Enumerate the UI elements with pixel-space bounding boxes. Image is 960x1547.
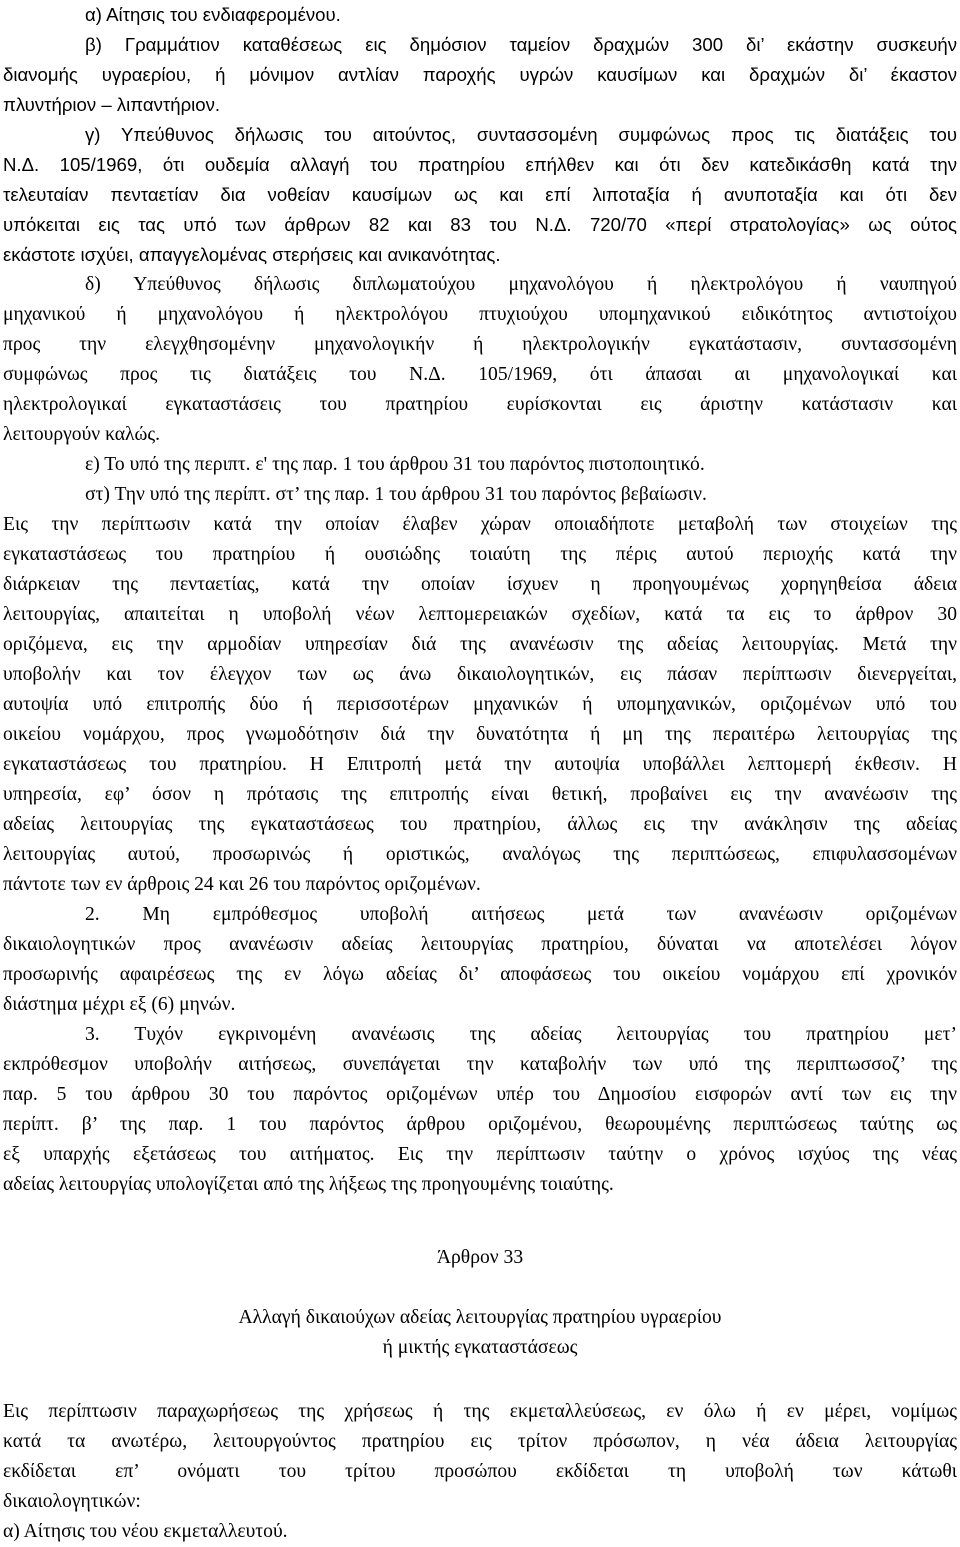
paragraph-change-line-6: υποβολήν και τον έλεγχον των ως άνω δικαιολογητικών, εις πάσαν περίπτωσιν διενεργείται, <box>3 664 957 685</box>
item-a-line: α) Αίτησις του ενδιαφερομένου. <box>85 4 341 25</box>
paragraph-3-line-4: περίπτ. β’ της παρ. 1 του παρόντος άρθρου οριζομένου, θεωρουμένης περιπτώσεως ταύτης ως <box>3 1114 957 1135</box>
paragraph-change-line-4: λειτουργίας, απαιτείται η υποβολή νέων λεπτομερειακών σχεδίων, κατά τα εις το άρθρον 30 <box>3 604 957 625</box>
item-c-line-2: Ν.Δ. 105/1969, ότι ουδεμία αλλαγή του πρατηρίου επήλθεν και ότι δεν κατεδικάσθη κατά την <box>3 154 957 175</box>
item-c-line-1: γ) Υπεύθυνος δήλωσις του αιτούντος, συντασσομένη συμφώνως προς τις διατάξεις του <box>85 124 957 145</box>
item-d-line-3: προς την ελεγχθησομένην μηχανολογικήν ή ηλεκτρολογικήν εγκατάστασιν, συντασσομένη <box>3 334 957 355</box>
paragraph-change-line-7: αυτοψία υπό επιτροπής δύο ή περισσοτέρων μηχανικών ή υπομηχανικών, οριζομένων υπό του <box>3 694 957 715</box>
section-requirements-a-to-g <box>3 0 957 270</box>
section-requirements-d-onward <box>3 270 957 1200</box>
item-b-line-1: β) Γραμμάτιον καταθέσεως εις δημόσιον ταμείον δραχμών 300 δι’ εκάστην συσκευήν <box>85 34 957 55</box>
paragraph-change-line-9: εγκαταστάσεως του πρατηρίου. Η Επιτροπή μετά την αυτοψία υποβάλλει λεπτομερή έκθεσιν. Η <box>3 754 957 775</box>
item-c-line-3: τελευταίαν πενταετίαν δια νοθείαν καυσίμων ως και επί λιποταξία ή ανυποταξία και ότι δεν <box>3 184 957 205</box>
paragraph-2-line-4: διάστημα μέχρι εξ (6) μηνών. <box>3 994 236 1015</box>
paragraph-change-line-13: πάντοτε των εν άρθροις 24 και 26 του παρόντος οριζομένων. <box>3 874 481 895</box>
paragraph-3-line-5: εξ υπαρχής εξετάσεως του αιτήματος. Εις την περίπτωσιν ταύτην ο χρόνος ισχύος της νέας <box>3 1144 957 1165</box>
item-st-line: στ) Την υπό της περίπτ. στ’ της παρ. 1 του άρθρου 31 του παρόντος βεβαίωσιν. <box>85 484 707 505</box>
item-c-line-4: υπόκειται εις τας υπό των άρθρων 82 και 83 του Ν.Δ. 720/70 «περί στρατολογίας» ως ούτος <box>3 214 957 235</box>
spacer-after-heading <box>3 1273 957 1303</box>
paragraph-3-line-1: 3. Τυχόν εγκρινομένη ανανέωσις της αδείας λειτουργίας του πρατηρίου μετ’ <box>85 1024 957 1045</box>
article-33-line-1: Εις περίπτωσιν παραχωρήσεως της χρήσεως ή της εκμεταλλεύσεως, εν όλω ή εν μέρει, νομίμως <box>3 1401 957 1422</box>
article-33-line-2: κατά τα ανωτέρω, λειτουργούντος πρατηρίου εις τρίτον πρόσωπον, η νέα άδεια λειτουργίας <box>3 1431 957 1452</box>
paragraph-change-line-1: Εις την περίπτωσιν κατά την οποίαν έλαβεν χώραν οποιαδήποτε μεταβολή των στοιχείων της <box>3 514 957 535</box>
spacer-after-title <box>3 1363 957 1397</box>
item-b-line-3: πλυντήριον – λιπαντήριον. <box>3 94 221 115</box>
paragraph-3-line-6: αδείας λειτουργίας υπολογίζεται από της λήξεως της προηγουμένης τοιαύτης. <box>3 1174 614 1195</box>
paragraph-change-line-12: λειτουργίας αυτού, προσωρινώς ή οριστικώς, αναλόγως της περιπτώσεως, επιφυλασσομένων <box>3 844 957 865</box>
article-33-line-3: εκδίδεται επ’ ονόματι του τρίτου προσώπου εκδίδεται τη υποβολή των κάτωθι <box>3 1461 957 1482</box>
item-d-line-2: μηχανικού ή μηχανολόγου ή ηλεκτρολόγου πτυχιούχου υπομηχανικού ειδικότητος αντιστοίχου <box>3 304 957 325</box>
paragraph-change-line-3: διάρκειαν της πενταετίας, κατά την οποίαν ίσχυεν η προηγουμένως χορηγηθείσα άδεια <box>3 574 957 595</box>
paragraph-change-line-8: οικείου νομάρχου, προς γνωμοδότησιν διά την δυνατότητα ή μη της περαιτέρω λειτουργίας της <box>3 724 957 745</box>
item-c-line-5: εκάστοτε ισχύει, απαγγελομένας στερήσεις και ανικανότητας. <box>3 244 501 265</box>
paragraph-change-line-10: υπηρεσία, εφ’ όσον η πρότασις της επιτροπής είναι θετική, προβαίνει εις την ανανέωσιν της <box>3 784 957 805</box>
item-d-line-6: λειτουργούν καλώς. <box>3 424 161 445</box>
paragraph-2-line-3: προσωρινής αφαιρέσεως της εν λόγω αδείας δι’ αποφάσεως του οικείου νομάρχου επί χρονικόν <box>3 964 957 985</box>
item-b-line-2: διανομής υγραερίου, ή μόνιμον αντλίαν παροχής υγρών καυσίμων και δραχμών δι’ έκαστον <box>3 64 957 85</box>
item-d-line-4: συμφώνως προς τις διατάξεις του Ν.Δ. 105/1969, ότι άπασαι αι μηχανολογικαί και <box>3 364 957 385</box>
paragraph-2-line-1: 2. Μη εμπρόθεσμος υποβολή αιτήσεως μετά των ανανέωσιν οριζομένων <box>85 904 957 925</box>
item-d-line-5: ηλεκτρολογικαί εγκαταστάσεις του πρατηρίου ευρίσκονται εις άριστην κατάστασιν και <box>3 394 957 415</box>
paragraph-3-line-2: εκπρόθεσμον υποβολήν αιτήσεως, συνεπάγεται την καταβολήν των υπό της περιπτωσσοζ’ της <box>3 1054 957 1075</box>
paragraph-change-line-5: οριζόμενα, εις την αρμοδίαν υπηρεσίαν διά της ανανέωσιν της αδείας λειτουργίας. Μετά την <box>3 634 957 655</box>
spacer-before-article <box>3 1200 957 1243</box>
paragraph-3-line-3: παρ. 5 του άρθρου 30 του παρόντος οριζομένων υπέρ του Δημοσίου εισφορών αντί των εις την <box>3 1084 957 1105</box>
section-article-33-body <box>3 1397 957 1547</box>
article-33-line-4: δικαιολογητικών: <box>3 1491 141 1512</box>
paragraph-2-line-2: δικαιολογητικών προς ανανέωσιν αδείας λειτουργίας πρατηρίου, δύναται να αποτελέσει λόγον <box>3 934 957 955</box>
article-title-line-1: Αλλαγή δικαιούχων αδείας λειτουργίας πρατηρίου υγραερίου <box>238 1307 722 1328</box>
item-d-line-1: δ) Υπεύθυνος δήλωσις διπλωματούχου μηχανολόγου ή ηλεκτρολόγου ή ναυπηγού <box>85 274 957 295</box>
article-title-line-2: ή μικτής εγκαταστάσεως <box>382 1337 578 1358</box>
article-33-item-a: α) Αίτησις του νέου εκμεταλλευτού. <box>3 1521 288 1542</box>
article-heading: Άρθρον 33 <box>436 1247 524 1268</box>
paragraph-change-line-11: αδείας λειτουργίας της εγκαταστάσεως του πρατηρίου, άλλως εις την ανάκλησιν της αδείας <box>3 814 957 835</box>
paragraph-change-line-2: εγκαταστάσεως του πρατηρίου ή ουσιώδης τοιαύτη της πέρις αυτού περιοχής κατά την <box>3 544 957 565</box>
item-e-line: ε) Το υπό της περιπτ. ε' της παρ. 1 του άρθρου 31 του παρόντος πιστοποιητικό. <box>85 454 705 475</box>
